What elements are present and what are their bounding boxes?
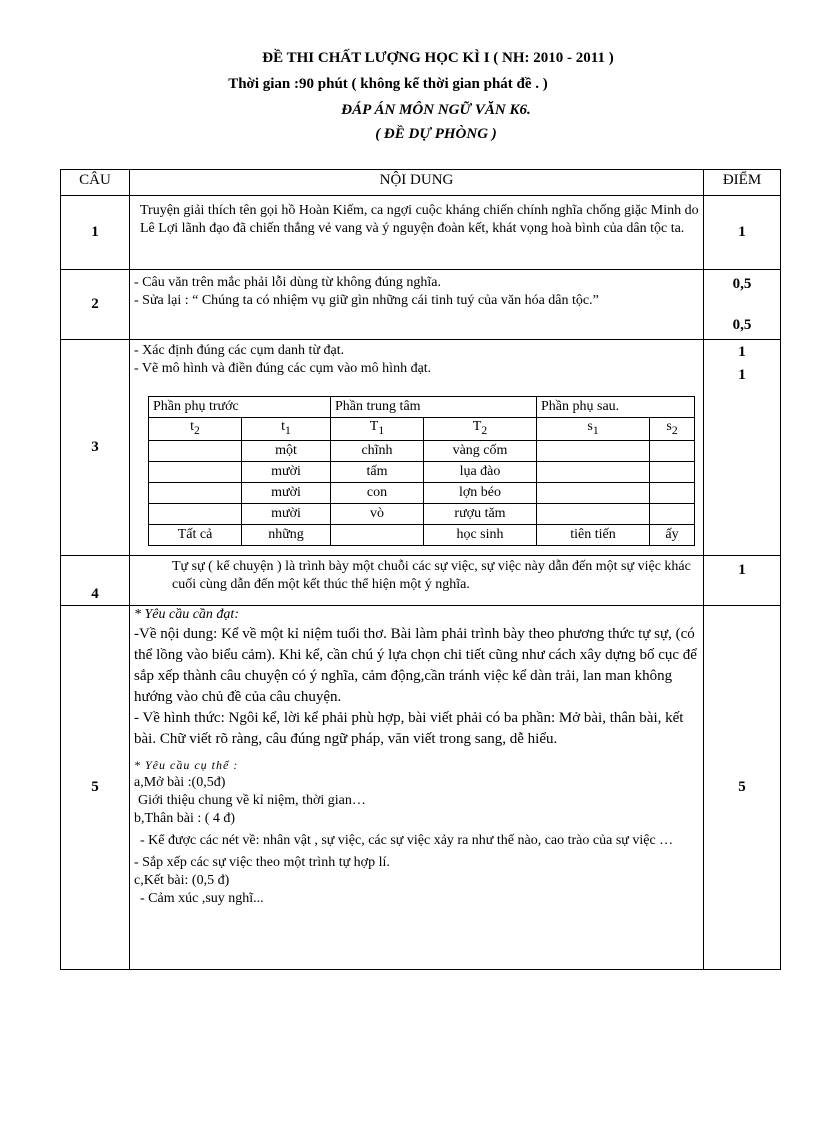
q2-number: 2 <box>61 270 130 340</box>
q3-score1: 1 <box>738 344 746 360</box>
model-row <box>149 503 695 524</box>
model-subheader-cell: $T_1$ <box>331 418 424 441</box>
q5-content-req: -Về nội dung: Kể về một kỉ niệm tuổi thơ. Bài làm phải trình bày theo phương thức tự sự, (có thể lồng vào biểu cảm). Khi kể, cần chú ý lựa chọn chi tiết cũng như cách xây dựng bố cục để sắp xếp thành câu chuyện có ý nghĩa, cảm động,cần tránh việc kể dàn trải, lan man không hướng vào chủ đề của câu chuyện. <box>134 626 697 705</box>
model-header-trungtam: Phần trung tâm <box>331 397 537 418</box>
q3-content <box>130 340 704 556</box>
model-row <box>149 440 695 461</box>
q5-part-b-text2: - Sắp xếp các sự việc theo một trình tự hợp lí. <box>134 855 390 870</box>
model-cell: vàng cốm <box>424 440 537 461</box>
model-subheader-cell: $s_2$ <box>650 418 695 441</box>
col-noidung: NỘI DUNG <box>130 170 704 196</box>
model-cell <box>537 503 650 524</box>
exam-title: ĐỀ THI CHẤT LƯỢNG HỌC KÌ I ( NH: 2010 - 2011 ) <box>262 50 614 66</box>
q1-number: 1 <box>61 196 130 270</box>
table-row-q5 <box>61 606 781 970</box>
model-header-sau: Phần phụ sau. <box>537 397 695 418</box>
model-subheader-cell: $s_1$ <box>537 418 650 441</box>
model-cell: tấm <box>331 461 424 482</box>
model-cell: tiên tiến <box>537 524 650 545</box>
model-cell: ấy <box>650 524 695 545</box>
q4-score: 1 <box>704 556 781 606</box>
exam-time: Thời gian :90 phút ( không kể thời gian phát đề . ) <box>228 76 548 92</box>
q5-part-b-text: - Kể được các nét về: nhân vật , sự việc, các sự việc xảy ra như thế nào, cao trào của sự việc … <box>140 833 674 848</box>
model-rows <box>149 440 695 545</box>
model-cell <box>149 440 242 461</box>
q2-line2: - Sửa lại : “ Chúng ta có nhiệm vụ giữ gìn những cái tinh tuý của văn hóa dân tộc.” <box>134 293 599 308</box>
model-subheader-cell: $T_2$ <box>424 418 537 441</box>
q3-number: 3 <box>61 340 130 556</box>
q2-score1: 0,5 <box>732 276 752 292</box>
model-cell: mười <box>242 482 331 503</box>
col-cau: CÂU <box>61 170 130 196</box>
model-cell <box>650 440 695 461</box>
model-cell <box>650 482 695 503</box>
model-subheader-cell: $t_1$ <box>242 418 331 441</box>
answer-key-title: ĐÁP ÁN MÔN NGỮ VĂN K6. <box>341 102 531 118</box>
model-cell <box>537 461 650 482</box>
noun-phrase-model <box>148 396 695 546</box>
model-subheader-row <box>149 418 695 441</box>
q5-score: 5 <box>704 606 781 970</box>
q2-content <box>130 270 704 340</box>
model-subheader-cell: $t_2$ <box>149 418 242 441</box>
q1-score: 1 <box>704 196 781 270</box>
model-cell: Tất cả <box>149 524 242 545</box>
table-row-q1 <box>61 196 781 270</box>
q5-form-req: - Về hình thức: Ngôi kể, lời kể phải phù hợp, bài viết phải có ba phần: Mở bài, thân bài, kết bài. Chữ viết rõ ràng, câu đúng ngữ pháp, văn viết trong sang, dễ hiểu. <box>134 710 684 747</box>
model-cell <box>149 503 242 524</box>
q3-line1: - Xác định đúng các cụm danh từ đạt. <box>134 343 345 358</box>
model-header-truoc: Phần phụ trước <box>149 397 331 418</box>
q4-number: 4 <box>61 556 130 606</box>
col-diem: ĐIỂM <box>704 170 781 196</box>
answer-table <box>60 169 781 970</box>
table-header-row <box>61 170 781 196</box>
model-cell: con <box>331 482 424 503</box>
q1-content: Truyện giải thích tên gọi hồ Hoàn Kiếm, ca ngợi cuộc kháng chiến chính nghĩa chống giặc Minh do Lê Lợi lãnh đạo đã chiến thắng vẻ vang và ý nguyện đoàn kết, khát vọng hoà bình của dân tộc ta. <box>130 196 704 270</box>
model-cell <box>650 461 695 482</box>
model-cell: chĩnh <box>331 440 424 461</box>
q5-part-c: c,Kết bài: (0,5 đ) <box>134 873 230 888</box>
model-cell <box>149 461 242 482</box>
model-cell <box>149 482 242 503</box>
model-cell: một <box>242 440 331 461</box>
q3-scores <box>704 340 781 556</box>
model-cell: rượu tăm <box>424 503 537 524</box>
model-cell: lợn béo <box>424 482 537 503</box>
model-cell: mười <box>242 503 331 524</box>
q5-specific-title: * Yêu cầu cụ thể : <box>134 758 239 772</box>
q3-score2: 1 <box>738 367 746 383</box>
q5-number: 5 <box>61 606 130 970</box>
model-cell: vò <box>331 503 424 524</box>
model-cell <box>537 482 650 503</box>
model-row <box>149 461 695 482</box>
backup-exam-label: ( ĐỀ DỰ PHÒNG ) <box>375 126 497 142</box>
model-row <box>149 524 695 545</box>
q2-scores <box>704 270 781 340</box>
model-cell: lụa đào <box>424 461 537 482</box>
q2-score2: 0,5 <box>732 317 752 333</box>
model-cell <box>331 524 424 545</box>
q2-line1: - Câu văn trên mắc phải lỗi dùng từ không đúng nghĩa. <box>134 275 441 290</box>
table-row-q2 <box>61 270 781 340</box>
model-cell: học sinh <box>424 524 537 545</box>
q5-part-c-text: - Cảm xúc ,suy nghĩ... <box>140 891 264 906</box>
q4-content: Tự sự ( kể chuyện ) là trình bày một chuỗi các sự việc, sự việc này dẫn đến một sự việc khác cuối cùng dẫn đến một kết thúc thể hiện một ý nghĩa. <box>130 556 704 606</box>
table-row-q3 <box>61 340 781 556</box>
q5-content <box>130 606 704 970</box>
model-cell <box>650 503 695 524</box>
model-cell: mười <box>242 461 331 482</box>
q5-part-a: a,Mở bài :(0,5đ) <box>134 775 226 790</box>
q5-part-a-text: Giới thiệu chung về kỉ niệm, thời gian… <box>138 793 366 808</box>
table-row-q4 <box>61 556 781 606</box>
model-cell: những <box>242 524 331 545</box>
model-row <box>149 482 695 503</box>
q3-line2: - Vẽ mô hình và điền đúng các cụm vào mô hình đạt. <box>134 361 432 376</box>
q5-part-b: b,Thân bài : ( 4 đ) <box>134 811 236 826</box>
model-cell <box>537 440 650 461</box>
q5-req-title: * Yêu cầu cần đạt: <box>134 607 239 622</box>
